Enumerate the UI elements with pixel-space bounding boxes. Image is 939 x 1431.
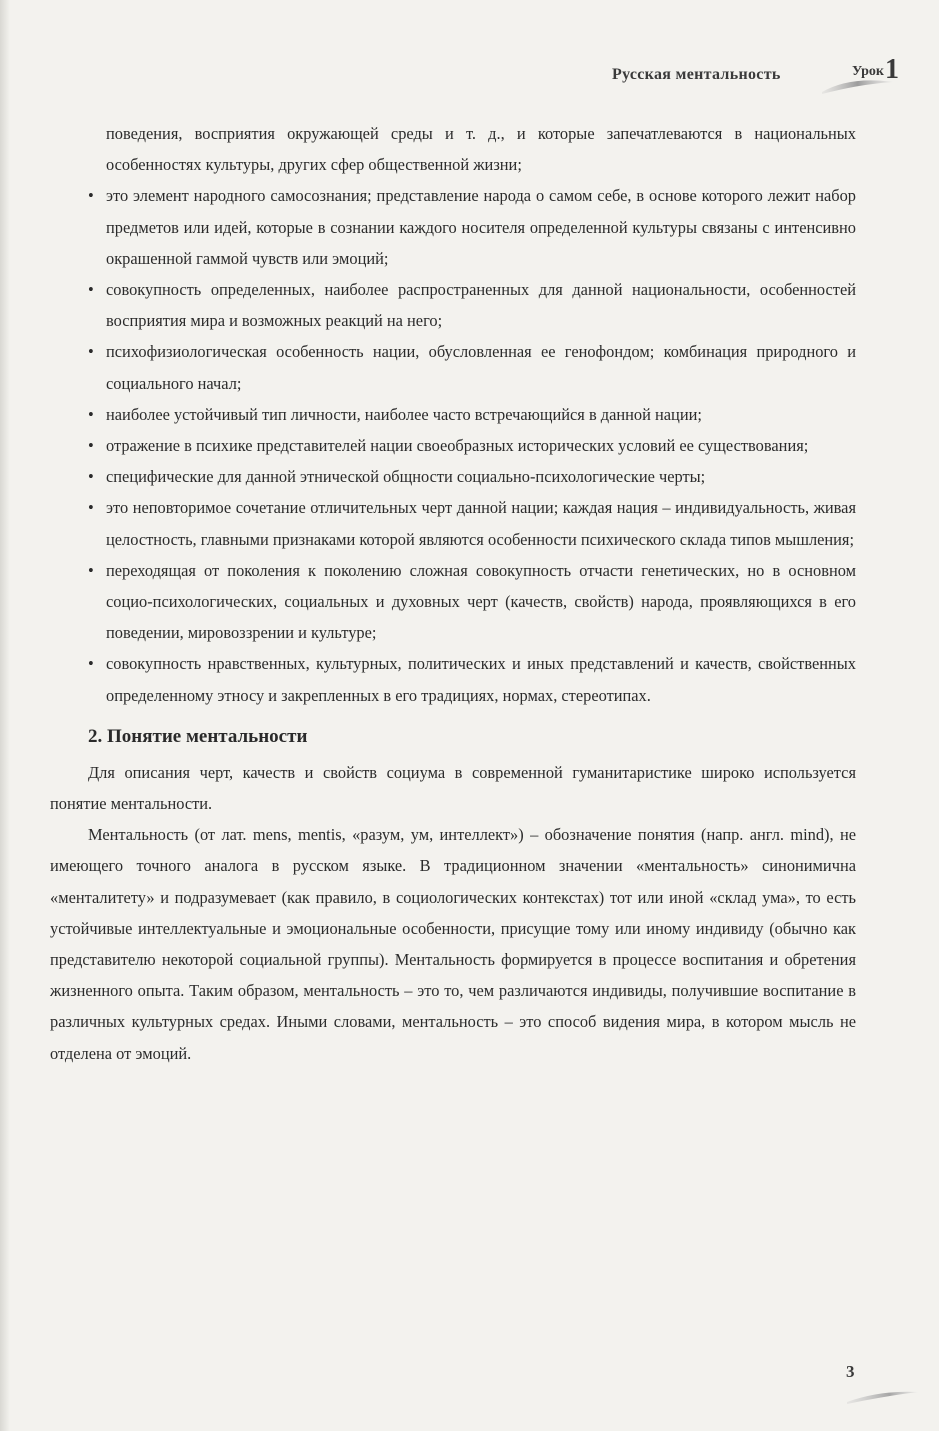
- paragraph: Ментальность (от лат. mens, mentis, «разум, ум, интеллект») – обозначение понятия (напр. англ. mind), не имеющего точного аналога в русском языке. В традиционном значении «ментальность» синонимична «менталитету» и подразумевает (как правило, в социологических контекстах) тот или иной «склад ума», то есть устойчивые интеллектуальные и эмоциональные особенности, присущие тому или иному индивиду (обычно как представителю некоторой социальной группы). Ментальность формируется в процессе воспитания и обретения жизненного опыта. Таким образом, ментальность – это то, чем различаются индивиды, получившие воспитание в различных культурных средах. Иными словами, ментальность – это способ видения мира, в котором мысль не отделена от эмоций.: [50, 825, 856, 1063]
- paragraph: Для описания черт, качеств и свойств социума в современной гуманитаристике широко используется понятие ментальности.: [50, 762, 856, 814]
- lesson-label: Урок: [852, 64, 884, 79]
- bullet-icon: •: [88, 560, 94, 580]
- main-text: [50, 118, 856, 1069]
- list-item: • это элемент народного самосознания; представление народа о самом себе, в основе которого лежит набор предметов или идей, которые в сознании каждого носителя определенной культуры связаны с интенсивно окрашенной гаммой чувств или эмоций;: [88, 180, 856, 274]
- list-item: • отражение в психике представителей нации своеобразных исторических условий ее существования;: [88, 430, 856, 461]
- bullet-icon: •: [88, 498, 94, 518]
- list-item: • наиболее устойчивый тип личности, наиболее часто встречающийся в данной нации;: [88, 399, 856, 430]
- bullet-icon: •: [88, 186, 94, 206]
- page-number: 3: [846, 1362, 855, 1381]
- section-heading: 2. Понятие ментальности: [88, 725, 308, 747]
- bullet-icon: •: [88, 467, 94, 487]
- lesson-number: 1: [885, 54, 899, 85]
- list-item: • совокупность определенных, наиболее распространенных для данной национальности, особенностей восприятия мира и возможных реакций на него;: [88, 274, 856, 336]
- bullet-icon: •: [88, 404, 94, 424]
- list-item: • переходящая от поколения к поколению сложная совокупность отчасти генетических, но в основном социо-психологических, социальных и духовных черт (качеств, свойств) народа, проявляющихся в его поведении, мировоззрении и культуре;: [88, 555, 856, 649]
- list-item: • психофизиологическая особенность нации, обусловленная ее генофондом; комбинация природного и социального начал;: [88, 336, 856, 398]
- definition-list: [88, 180, 856, 710]
- bullet-icon: •: [88, 280, 94, 300]
- footer-swoosh-icon: [845, 1388, 920, 1404]
- bullet-icon: •: [88, 654, 94, 674]
- bullet-icon: •: [88, 342, 94, 362]
- bullet-icon: •: [88, 436, 94, 456]
- continuation-text: поведения, восприятия окружающей среды и т. д., и которые запечатлеваются в национальных особенностях культуры, других сфер общественной жизни;: [106, 124, 856, 175]
- list-item: • это неповторимое сочетание отличительных черт данной нации; каждая нация – индивидуальность, живая целостность, главными признаками которой являются особенности психического склада типов мышления;: [88, 492, 856, 554]
- list-item: • совокупность нравственных, культурных, политических и иных представлений и качеств, свойственных определенному этносу и закрепленных в его традициях, нормах, стереотипах.: [88, 648, 856, 710]
- list-item: • специфические для данной этнической общности социально-психологические черты;: [88, 461, 856, 492]
- running-header: [600, 56, 910, 96]
- page-edge-shadow: [0, 0, 10, 1431]
- header-title: Русская ментальность: [612, 66, 781, 83]
